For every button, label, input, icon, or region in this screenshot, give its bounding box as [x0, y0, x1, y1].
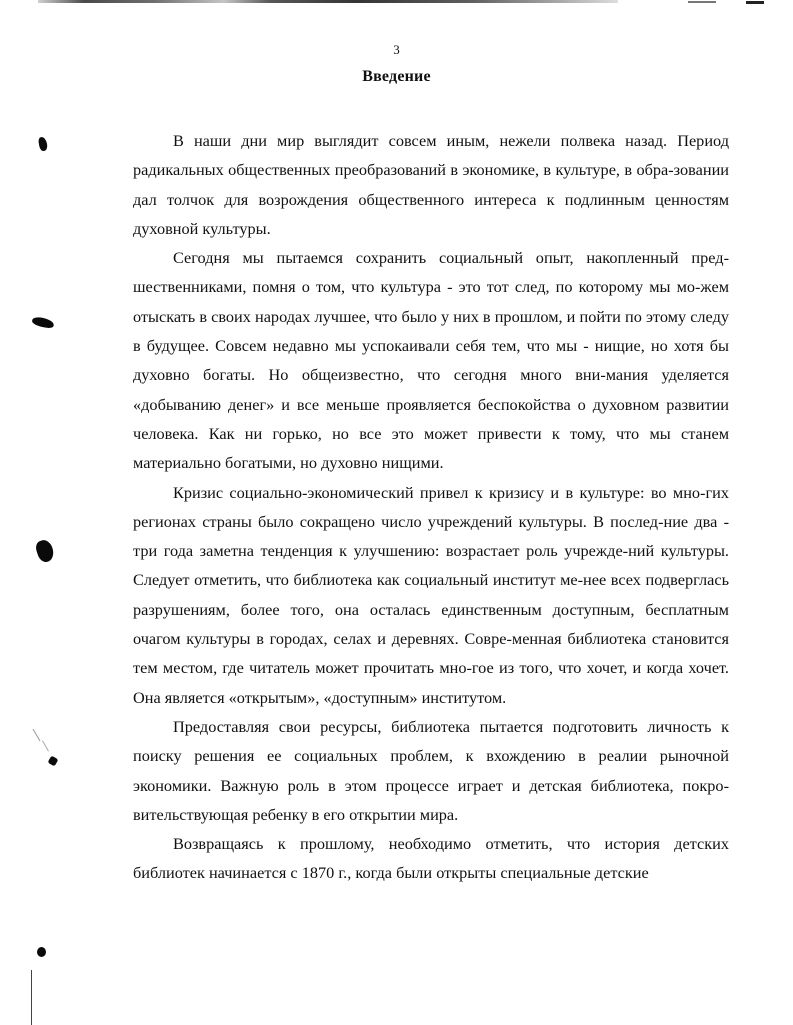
page-title: Введение [362, 68, 431, 85]
scan-scratch [42, 741, 49, 752]
page-number: 3 [393, 42, 400, 57]
paragraph-5: Возвращаясь к прошлому, необходимо отметить, что история детских библиотек начинается с 1870 г., когда были открыты специальные детские [133, 834, 729, 883]
document-body [133, 126, 729, 888]
paragraph-2: Сегодня мы пытаемся сохранить социальный опыт, накопленный пред-шественниками, помня о том, что культура - это тот след, по которому мы мо-жем отыскать в своих народах лучшее, что было у них в прошлом, и пойти по этому следу в будущее. Совсем недавно мы успокаивали себя тем, что мы - нищие, но хотя бы духовно богаты. Но общеизвестно, что сегодня много вни-мания уделяется «добыванию денег» и все меньше проявляется беспокойства о духовном развитии человека. Как ни горько, но все это может привести к тому, что мы станем материально богатыми, но духовно нищими. [133, 248, 729, 473]
scan-edge-top [38, 0, 618, 3]
paragraph-1: В наши дни мир выглядит совсем иным, нежели полвека назад. Период радикальных общественных преобразований в экономике, в культуре, в обра-зовании дал толчок для возрождения общественного интереса к подлинным ценностям духовной культуры. [133, 131, 729, 238]
ink-drop-icon [34, 538, 56, 564]
ink-smudge-icon [31, 316, 54, 329]
margin-rule [31, 970, 32, 1025]
paragraph-4: Предоставляя свои ресурсы, библиотека пытается подготовить личность к поиску решения ее социальных проблем, к вхождению в реалии рыночной экономики. Важную роль в этом процессе играет и детская библиотека, покро-вительствующая ребенку в его открытии мира. [133, 716, 729, 824]
ink-dot-icon [37, 947, 46, 957]
scan-edge-fragment [688, 1, 716, 3]
scan-edge-fragment [746, 1, 764, 4]
ink-blot-icon [38, 136, 48, 151]
ink-speck-icon [48, 756, 59, 767]
scan-scratch [33, 729, 41, 742]
paragraph-3: Кризис социально-экономический привел к кризису и в культуре: во мно-гих регионах страны было сокращено число учреждений культуры. В послед-ние два - три года заметна тенденция к улучшению: возрастает роль учрежде-ний культуры. Следует отметить, что библиотека как социальный институт ме-нее всех подверглась разрушениям, более того, она осталась единственным доступным, бесплатным очагом культуры в городах, селах и деревнях. Совре-менная библиотека становится тем местом, где читатель может прочитать мно-гое из того, что хочет, и когда хочет. Она является «открытым», «доступным» институтом. [133, 482, 729, 707]
